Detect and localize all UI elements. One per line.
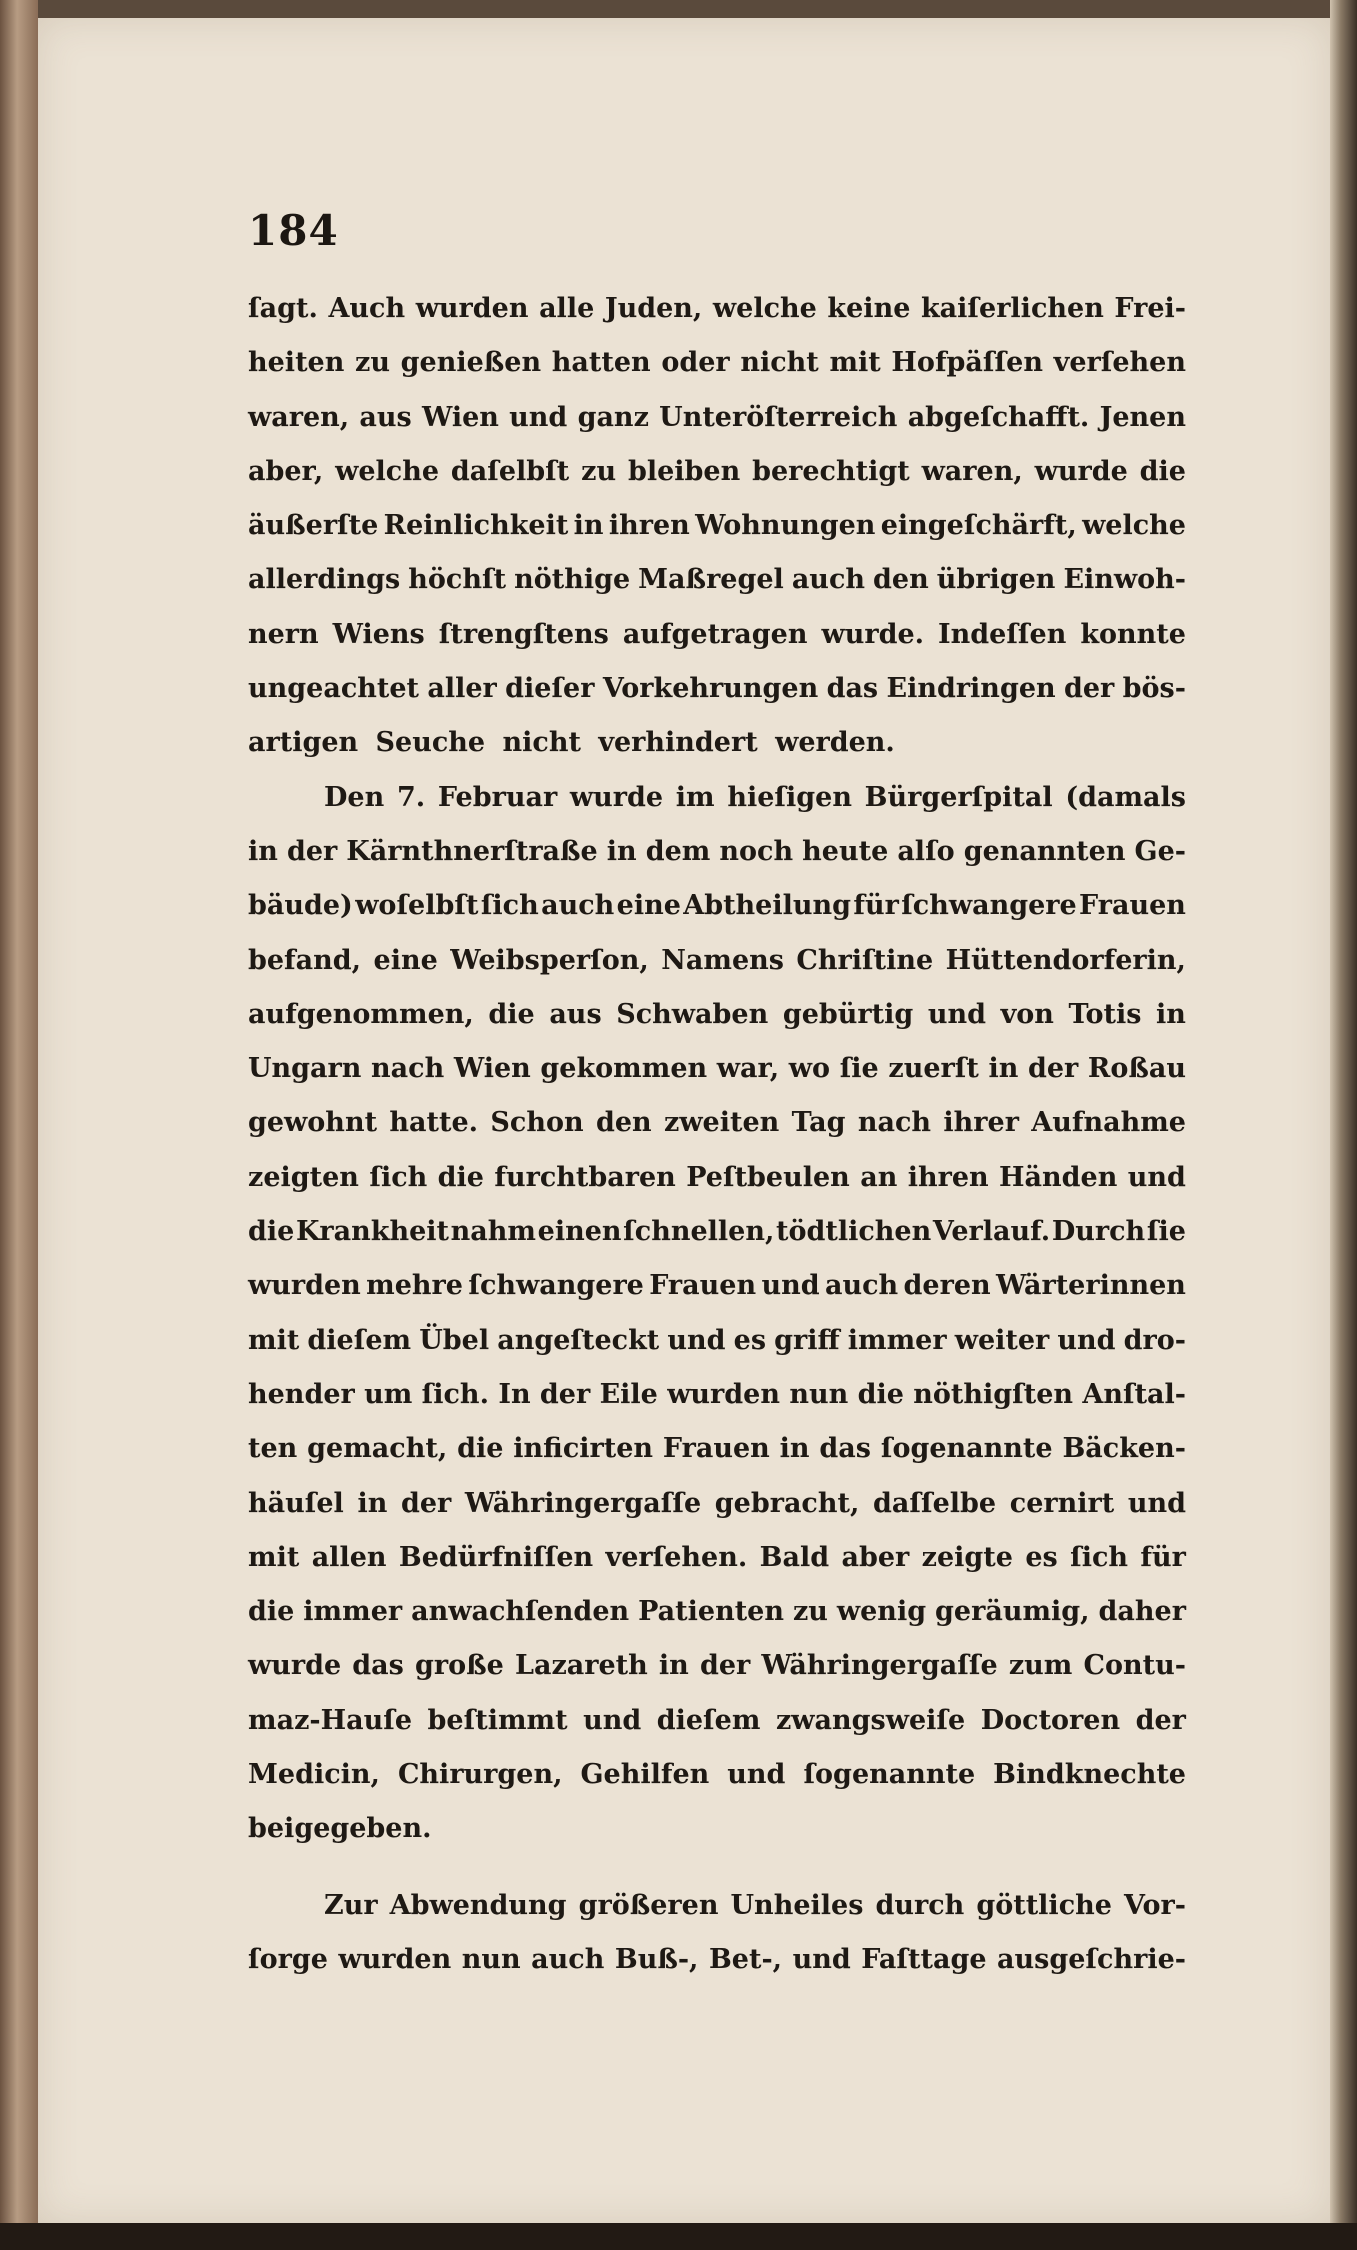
word: alle	[539, 293, 595, 324]
word: auch	[791, 564, 866, 596]
text-line	[248, 1639, 1186, 1693]
word: Totis	[1068, 998, 1142, 1030]
word: kaiſerlichen	[920, 293, 1104, 324]
word: die	[1139, 455, 1186, 487]
word: wurden	[415, 293, 529, 324]
word: Roßau	[1087, 1053, 1186, 1085]
word: beſtimmt	[427, 1704, 568, 1736]
word: nun	[789, 1378, 849, 1410]
word: befand,	[248, 944, 362, 976]
word: eingeſchärft,	[880, 510, 1077, 542]
word: immer	[847, 1324, 947, 1356]
word: aufgenommen,	[248, 998, 474, 1030]
word: Den	[324, 781, 385, 813]
word: Tag	[791, 1107, 846, 1139]
word: mit	[248, 1541, 300, 1573]
word: Vorkehrungen	[602, 673, 819, 705]
word: im	[675, 781, 715, 813]
word: genannten	[963, 835, 1126, 867]
word: größeren	[578, 1889, 719, 1921]
word: zu	[792, 1596, 828, 1628]
word: furchtbaren	[494, 1161, 676, 1193]
word: ſorge	[248, 1943, 328, 1975]
word: dieſem	[307, 1324, 412, 1356]
word: ihren	[608, 510, 690, 542]
text-line	[248, 608, 1186, 662]
word: wurde.	[821, 618, 925, 650]
text-line	[248, 391, 1186, 445]
word: nöthigſten	[913, 1378, 1074, 1410]
word: ſchwangere	[468, 1270, 644, 1302]
text-line	[248, 1096, 1186, 1150]
word: Frauen	[1079, 890, 1186, 922]
word: hieſigen	[727, 781, 852, 813]
word: nach	[371, 1053, 445, 1085]
word: tödtlichen	[776, 1216, 932, 1248]
word: bös-	[1122, 673, 1186, 705]
word: Hofpäſſen	[891, 347, 1043, 379]
word: die	[437, 1161, 484, 1193]
word: oder	[661, 347, 730, 379]
word: Frauen	[662, 1433, 770, 1465]
word: und	[792, 1943, 851, 1975]
word: die	[857, 1378, 904, 1410]
word: auch	[824, 1270, 899, 1302]
text-line	[248, 1205, 1186, 1259]
word: Auch	[328, 293, 406, 324]
word: ſich	[369, 1161, 428, 1193]
word: äußerſte	[248, 510, 379, 542]
word: wurde	[1034, 455, 1128, 487]
word: waren,	[921, 455, 1023, 487]
text-line	[248, 499, 1186, 553]
word: Einwoh-	[1063, 564, 1186, 596]
word: ſie	[839, 1053, 879, 1085]
word: maz-Hauſe	[248, 1704, 413, 1736]
word: inficirten	[513, 1433, 654, 1465]
word: hatten	[551, 347, 651, 379]
word: Hüttendorferin,	[945, 944, 1186, 976]
word: das	[819, 1433, 871, 1465]
text-line	[248, 1259, 1186, 1313]
word: Unteröſterreich	[659, 401, 898, 433]
word: in	[658, 1650, 689, 1682]
word: anwachſenden	[411, 1596, 630, 1628]
word: griff	[774, 1324, 840, 1356]
text-line	[248, 1879, 1186, 1933]
text-line	[248, 1042, 1186, 1096]
word: Contu-	[1083, 1650, 1186, 1682]
text-line	[248, 934, 1186, 988]
word: war,	[716, 1053, 780, 1085]
word: Aufnahme	[1031, 1107, 1186, 1139]
word: In	[498, 1378, 531, 1410]
word: mit	[829, 347, 881, 379]
word: ſchwangere	[901, 890, 1077, 922]
word: zeigte	[921, 1541, 1013, 1573]
word: der	[1027, 1053, 1079, 1085]
text-line	[248, 988, 1186, 1042]
word: und	[727, 1759, 786, 1791]
word: die	[248, 1596, 295, 1628]
word: zu	[355, 347, 390, 379]
word: wurde	[569, 781, 664, 813]
word: woſelbſt	[355, 890, 479, 922]
word: wo	[788, 1053, 831, 1085]
word: an	[860, 1161, 898, 1193]
word: Bedürfniſſen	[398, 1541, 594, 1573]
word: Schon	[490, 1107, 584, 1139]
word: Ungarn	[248, 1053, 362, 1085]
text-line	[248, 1314, 1186, 1368]
word: Maßregel	[638, 564, 784, 596]
text-line	[248, 662, 1186, 716]
page-number: 184	[248, 206, 339, 255]
word: daher	[1098, 1596, 1186, 1628]
text-line	[248, 1422, 1186, 1476]
word: mehre	[366, 1270, 463, 1302]
text-line	[248, 445, 1186, 499]
word: welche	[712, 293, 817, 324]
word: Währingergaſſe	[464, 1487, 702, 1519]
word: Zur	[324, 1889, 378, 1921]
word: ſagt.	[248, 293, 318, 324]
word: Lazareth	[514, 1650, 648, 1682]
text-line	[248, 1748, 1186, 1802]
text-line	[248, 879, 1186, 933]
word: höchſt	[408, 564, 507, 596]
text-line	[248, 825, 1186, 879]
word: Anſtal-	[1082, 1378, 1186, 1410]
word: Abtheilung	[683, 890, 852, 922]
word: Doctoren	[980, 1704, 1121, 1736]
word: hender	[248, 1378, 355, 1410]
word: ausgeſchrie-	[997, 1943, 1186, 1975]
word: wurden	[667, 1378, 780, 1410]
page-stack-edge	[1330, 0, 1357, 2250]
word: aus	[549, 998, 602, 1030]
word: einen	[537, 1216, 622, 1248]
word: 7.	[396, 781, 426, 813]
word: allerdings	[248, 564, 401, 596]
word: wurden	[338, 1943, 452, 1975]
paragraph	[248, 1879, 1186, 1988]
text-line	[248, 1585, 1186, 1639]
word: zeigten	[248, 1161, 359, 1193]
word: die	[488, 998, 535, 1030]
word: welche	[335, 455, 440, 487]
word: nun	[461, 1943, 521, 1975]
word: hatte.	[389, 1107, 479, 1139]
word: durch	[875, 1889, 965, 1921]
word: ſogenannte	[880, 1433, 1053, 1465]
word: nern	[248, 618, 319, 650]
word: Februar	[437, 781, 558, 813]
word: auch	[541, 890, 615, 922]
word: göttliche	[976, 1889, 1112, 1921]
word: ſchnellen,	[623, 1216, 775, 1248]
word: nahm	[450, 1216, 536, 1248]
word: in	[573, 510, 604, 542]
word: Weibsperſon,	[450, 944, 649, 976]
word: und	[1127, 1487, 1186, 1519]
word: Bald	[759, 1541, 830, 1573]
word: genießen	[400, 347, 542, 379]
word: für	[1140, 1541, 1186, 1573]
word: ihrer	[943, 1107, 1019, 1139]
word: ſie	[1146, 1216, 1186, 1248]
word: daſſelbe	[873, 1487, 997, 1519]
word: um	[364, 1378, 413, 1410]
word: Ge-	[1134, 835, 1186, 867]
paragraph	[248, 771, 1186, 1857]
word: Wärterinnen	[996, 1270, 1186, 1302]
word: und	[761, 1270, 820, 1302]
word: Faſttage	[861, 1943, 987, 1975]
word: zu	[581, 455, 617, 487]
word: dro-	[1123, 1324, 1186, 1356]
word: Juden,	[604, 293, 703, 324]
word: Gehilfen	[580, 1759, 710, 1791]
word: dieſem	[656, 1704, 761, 1736]
word: noch	[719, 835, 794, 867]
word: Eile	[599, 1378, 658, 1410]
word: Währingergaſſe	[761, 1650, 998, 1682]
paragraph	[248, 282, 1186, 771]
word: zweiten	[663, 1107, 780, 1139]
word: aber	[841, 1541, 910, 1573]
word: es	[733, 1324, 767, 1356]
word: und	[509, 401, 568, 433]
book-spine-edge	[0, 0, 38, 2250]
word: der	[699, 1650, 751, 1682]
word: zum	[1008, 1650, 1073, 1682]
word: der	[286, 835, 338, 867]
word: Peſtbeulen	[686, 1161, 850, 1193]
text-line	[248, 771, 1186, 825]
word: waren,	[248, 401, 350, 433]
word: ungeachtet	[248, 673, 420, 705]
word: Bäcken-	[1062, 1433, 1186, 1465]
word: in	[606, 835, 637, 867]
word: den	[595, 1107, 652, 1139]
text-line	[248, 1477, 1186, 1531]
word: Krankheit	[295, 1216, 450, 1248]
word: konnte	[1080, 618, 1186, 650]
paragraph-gap	[248, 1857, 1186, 1879]
word: cernirt	[1009, 1487, 1115, 1519]
word: den	[873, 564, 929, 596]
word: verſehen	[1053, 347, 1186, 379]
word: eine	[373, 944, 438, 976]
word: deren	[903, 1270, 991, 1302]
word: alſo	[897, 835, 955, 867]
text-line	[248, 553, 1186, 607]
word: geräumig,	[935, 1596, 1090, 1628]
word: der	[400, 1487, 452, 1519]
text-line	[248, 336, 1186, 390]
word: Namens	[661, 944, 784, 976]
word: Chriſtine	[796, 944, 934, 976]
text-line	[248, 282, 1186, 336]
word: es	[1025, 1541, 1058, 1573]
word: gewohnt	[248, 1107, 378, 1139]
word: heute	[802, 835, 889, 867]
word: für	[853, 890, 899, 922]
word: daſelbſt	[450, 455, 570, 487]
word: ſich	[1070, 1541, 1129, 1573]
word: Bet-,	[708, 1943, 783, 1975]
word: Wien	[453, 1053, 531, 1085]
word: Händen	[999, 1161, 1118, 1193]
word: Schwaben	[616, 998, 769, 1030]
text-body	[248, 282, 1186, 1987]
word: mit	[248, 1324, 300, 1356]
word: Jenen	[1099, 401, 1186, 433]
word: zwangsweiſe	[775, 1704, 966, 1736]
word: aber,	[248, 455, 324, 487]
word: der	[539, 1378, 591, 1410]
word: nöthige	[514, 564, 631, 596]
word: Reinlichkeit	[383, 510, 569, 542]
word: der	[1063, 673, 1115, 705]
word: zuerſt	[888, 1053, 979, 1085]
word: Verlauf.	[932, 1216, 1051, 1248]
word: wenig	[836, 1596, 927, 1628]
word: Chirurgen,	[397, 1759, 563, 1791]
word: Kärnthnerſtraße	[346, 835, 598, 867]
word: Indeſſen	[938, 618, 1067, 650]
word: bleiben	[627, 455, 741, 487]
word: ihren	[907, 1161, 989, 1193]
word: wurden	[248, 1270, 361, 1302]
word: Frauen	[649, 1270, 757, 1302]
word: gebürtig	[782, 998, 914, 1030]
word: Abwendung	[389, 1889, 567, 1921]
word: gemacht,	[307, 1433, 448, 1465]
word: berechtigt	[752, 455, 910, 487]
word: das	[826, 673, 879, 705]
word: wurde	[248, 1650, 342, 1682]
word: Übel	[419, 1324, 490, 1356]
word: dem	[645, 835, 711, 867]
word: gekommen	[540, 1053, 708, 1085]
word: Medicin,	[248, 1759, 380, 1791]
word: Wien	[422, 401, 499, 433]
word: aufgetragen	[622, 618, 808, 650]
word: heiten	[248, 347, 345, 379]
word: bäude)	[248, 890, 353, 922]
word: aus	[359, 401, 412, 433]
word: der	[1135, 1704, 1186, 1736]
text-line	[248, 1694, 1186, 1748]
bottom-shadow	[0, 2223, 1357, 2250]
word: Eindringen	[886, 673, 1056, 705]
word: weiter	[954, 1324, 1050, 1356]
word: Durch	[1051, 1216, 1146, 1248]
word: große	[415, 1650, 504, 1682]
word: in	[1156, 998, 1186, 1030]
word: übrigen	[936, 564, 1056, 596]
word: eine	[616, 890, 681, 922]
word: in	[248, 835, 278, 867]
text-line: artigen Seuche nicht verhindert werden.	[248, 727, 895, 759]
text-line	[248, 1151, 1186, 1205]
text-line	[248, 1933, 1186, 1987]
word: verſehen.	[605, 1541, 748, 1573]
word: das	[352, 1650, 404, 1682]
word: und	[1057, 1324, 1116, 1356]
word: ſich	[480, 890, 539, 922]
word: in	[779, 1433, 810, 1465]
word: nach	[857, 1107, 932, 1139]
word: ten	[248, 1433, 298, 1465]
word: keine	[827, 293, 911, 324]
word: ſtrengſtens	[438, 618, 609, 650]
word: ganz	[577, 401, 649, 433]
word: und	[667, 1324, 726, 1356]
word: Bürgerſpital	[864, 781, 1053, 813]
word: Frei-	[1114, 293, 1186, 324]
word: die	[248, 1216, 295, 1248]
word: auch	[531, 1943, 605, 1975]
word: (damals	[1065, 781, 1186, 813]
text-line	[248, 1368, 1186, 1422]
word: in	[988, 1053, 1019, 1085]
text-line: beigegeben.	[248, 1813, 432, 1845]
word: Buß-,	[614, 1943, 699, 1975]
word: welche	[1082, 510, 1186, 542]
word: Wiens	[332, 618, 425, 650]
word: abgeſchafft.	[907, 401, 1090, 433]
word: ſich.	[421, 1378, 489, 1410]
word: und	[1127, 1161, 1186, 1193]
word: von	[1000, 998, 1054, 1030]
word: und	[583, 1704, 642, 1736]
word: und	[927, 998, 986, 1030]
word: gebracht,	[714, 1487, 860, 1519]
word: ſogenannte	[803, 1759, 976, 1791]
text-line	[248, 1531, 1186, 1585]
word: Patienten	[638, 1596, 784, 1628]
word: angeſteckt	[497, 1324, 660, 1356]
word: Wohnungen	[695, 510, 876, 542]
word: Bindknechte	[993, 1759, 1186, 1791]
word: in	[357, 1487, 388, 1519]
word: Vor-	[1124, 1889, 1186, 1921]
word: aller	[427, 673, 497, 705]
word: die	[457, 1433, 504, 1465]
word: häuſel	[248, 1487, 344, 1519]
word: allen	[311, 1541, 387, 1573]
word: dieſer	[505, 673, 595, 705]
word: immer	[303, 1596, 403, 1628]
word: Unheiles	[730, 1889, 864, 1921]
word: nicht	[740, 347, 819, 379]
